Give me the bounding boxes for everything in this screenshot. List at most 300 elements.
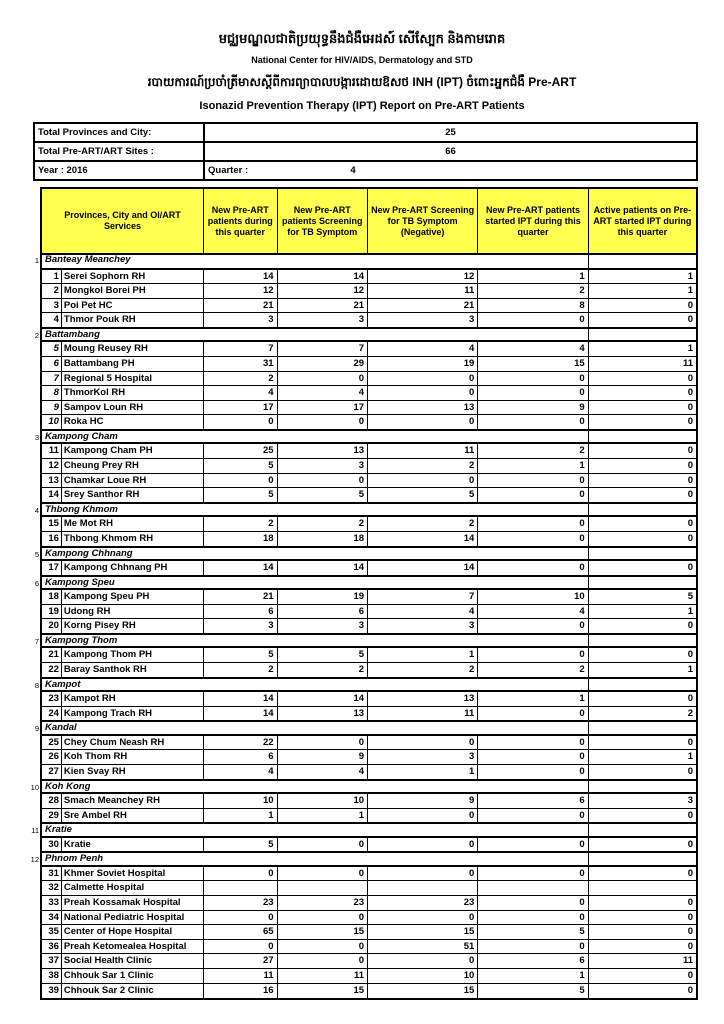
site-name: Kampong Thom PH: [62, 648, 204, 662]
site-row: [42, 313, 696, 328]
province-group-empty-cell: [589, 824, 696, 836]
province-group-empty-cell: [589, 548, 696, 560]
site-row: [42, 809, 696, 824]
site-row: [42, 488, 696, 503]
site-value: 0: [478, 532, 588, 546]
province-group-empty-cell: [589, 679, 696, 691]
col-header-new-patients: New Pre-ART patients during this quarter: [204, 189, 278, 253]
site-value: 0: [687, 372, 694, 384]
site-row: [42, 794, 696, 809]
site-value: 1: [687, 751, 694, 763]
site-name: Thbong Khmom RH: [62, 532, 204, 546]
site-number: 9: [42, 401, 62, 415]
site-value: 0: [278, 867, 368, 881]
site-value: 0: [478, 896, 588, 910]
province-group-row: [34, 720, 696, 736]
site-value: 0: [278, 838, 368, 852]
site-value: 9: [278, 750, 368, 764]
site-row: [42, 401, 696, 416]
site-name: Srey Santhor RH: [62, 488, 204, 502]
site-row: [42, 648, 696, 663]
province-group-name: Kampong Chhnang: [42, 548, 589, 560]
province-group-row: [30, 779, 696, 795]
province-group-row: [34, 502, 696, 518]
site-value: 0: [368, 954, 478, 968]
site-value: 3: [687, 795, 694, 807]
site-value: 7: [278, 342, 368, 356]
site-value: 5: [478, 984, 588, 999]
site-value: 0: [368, 415, 478, 429]
site-value: 0: [478, 415, 588, 429]
site-value: 15: [278, 925, 368, 939]
site-value: 4: [204, 386, 278, 400]
site-value: 29: [278, 357, 368, 371]
report-title-khmer: របាយការណ៍ប្រចាំត្រីមាសស្ដីពីការព្យាបាលបង្ការដោយឱសថ INH (IPT) ចំពោះអ្នកជំងឺ Pre-ART: [147, 75, 577, 89]
site-value: 14: [204, 561, 278, 575]
site-value: 11: [682, 955, 694, 967]
site-value: 21: [278, 299, 368, 313]
site-value: 0: [478, 911, 588, 925]
site-value: 25: [204, 444, 278, 458]
site-value: 27: [204, 954, 278, 968]
site-number: 2: [42, 284, 62, 298]
site-name: Cheung Prey RH: [62, 459, 204, 473]
site-number: 39: [42, 984, 62, 999]
site-value: 2: [478, 284, 588, 298]
site-number: 31: [42, 867, 62, 881]
site-value: 2: [278, 663, 368, 677]
site-value: 15: [478, 357, 588, 371]
site-value: 13: [368, 401, 478, 415]
col-header-tb-negative: New Pre-ART Screening for TB Symptom (Negative): [368, 189, 478, 253]
site-row: [42, 342, 696, 357]
site-row: [42, 270, 696, 285]
site-value: 11: [682, 357, 694, 369]
report-table-body: [30, 254, 696, 998]
site-value: [478, 881, 588, 895]
site-number: 20: [42, 619, 62, 633]
site-value: 6: [204, 750, 278, 764]
province-group-index: 7: [34, 636, 39, 646]
site-value: 1: [478, 692, 588, 706]
site-value: 0: [687, 299, 694, 311]
site-number: 23: [42, 692, 62, 706]
site-row: [42, 444, 696, 459]
site-row: [42, 750, 696, 765]
province-group-index: 8: [34, 680, 39, 690]
col-header-active-ipt: Active patients on Pre-ART started IPT during this quarter: [589, 189, 696, 253]
province-group-name: Kampot: [42, 679, 589, 691]
site-value: 14: [278, 270, 368, 284]
site-value: 2: [204, 663, 278, 677]
site-name: National Pediatric Hospital: [62, 911, 204, 925]
site-value: 0: [278, 474, 368, 488]
province-group-empty-cell: [589, 635, 696, 647]
site-value: 18: [204, 532, 278, 546]
report-table: [30, 187, 698, 1000]
site-value: 0: [368, 838, 478, 852]
site-value: 1: [687, 343, 694, 355]
total-sites-label: Total Pre-ART/ART Sites :: [34, 142, 204, 161]
site-value: 0: [368, 474, 478, 488]
site-value: 14: [278, 692, 368, 706]
year-quarter-row: [34, 161, 697, 180]
site-value: 15: [368, 925, 478, 939]
province-group-empty-cell: [589, 329, 696, 341]
site-name: Social Health Clinic: [62, 954, 204, 968]
site-value: 0: [278, 372, 368, 386]
site-value: [278, 881, 368, 895]
site-number: 34: [42, 911, 62, 925]
site-value: 0: [687, 314, 694, 326]
province-group-row: [34, 633, 696, 649]
site-value: 7: [204, 342, 278, 356]
site-value: 0: [478, 474, 588, 488]
province-group-name: Battambang: [42, 329, 589, 341]
site-name: Smach Meanchey RH: [62, 794, 204, 808]
site-row: [42, 663, 696, 678]
site-number: 13: [42, 474, 62, 488]
site-value: 0: [687, 867, 694, 879]
quarter-value: 4: [350, 165, 356, 176]
site-number: 15: [42, 517, 62, 531]
site-value: 4: [368, 605, 478, 619]
province-group-empty-cell: [589, 722, 696, 734]
site-value: 0: [478, 707, 588, 721]
site-value: 0: [687, 532, 694, 544]
site-value: 0: [687, 518, 694, 530]
site-value: 4: [204, 765, 278, 779]
province-group-name: Koh Kong: [42, 781, 589, 793]
site-number: 33: [42, 896, 62, 910]
site-value: 0: [687, 620, 694, 632]
province-group-name: Thbong Khmom: [42, 504, 589, 516]
site-number: 26: [42, 750, 62, 764]
site-value: 23: [278, 896, 368, 910]
site-value: 12: [368, 270, 478, 284]
site-value: 2: [278, 517, 368, 531]
site-value: 2: [204, 372, 278, 386]
year-label: Year : 2016: [34, 161, 204, 180]
col-header-started-ipt: New Pre-ART patients started IPT during this quarter: [478, 189, 588, 253]
site-value: 4: [478, 342, 588, 356]
site-value: 16: [204, 984, 278, 999]
site-value: 0: [687, 911, 694, 923]
site-row: [42, 357, 696, 372]
site-value: 2: [478, 663, 588, 677]
province-group-row: [31, 822, 696, 838]
site-number: 4: [42, 313, 62, 327]
site-value: 0: [368, 867, 478, 881]
site-value: 0: [687, 693, 694, 705]
report-table-header: [42, 189, 696, 255]
site-number: 19: [42, 605, 62, 619]
site-row: [42, 838, 696, 853]
site-name: Calmette Hospital: [62, 881, 204, 895]
province-group-index: 1: [34, 256, 39, 265]
site-row: [42, 459, 696, 474]
site-value: 3: [368, 313, 478, 327]
site-row: [42, 619, 696, 634]
site-value: 5: [278, 488, 368, 502]
province-group-empty-cell: [589, 781, 696, 793]
site-value: 1: [687, 270, 694, 282]
site-name: Udong RH: [62, 605, 204, 619]
site-value: 31: [204, 357, 278, 371]
site-number: 24: [42, 707, 62, 721]
site-row: [42, 925, 696, 940]
province-group-index: 2: [34, 330, 39, 340]
site-row: [42, 896, 696, 911]
site-value: 2: [204, 517, 278, 531]
site-number: 17: [42, 561, 62, 575]
province-group-name: Kratie: [42, 824, 589, 836]
total-sites-row: [34, 142, 697, 161]
quarter-label: Quarter :: [208, 165, 249, 176]
site-value: 21: [368, 299, 478, 313]
site-number: 10: [42, 415, 62, 429]
site-value: 0: [368, 911, 478, 925]
site-value: 0: [478, 372, 588, 386]
site-row: [42, 605, 696, 620]
site-name: Sre Ambel RH: [62, 809, 204, 823]
province-group-name: Kampong Thom: [42, 635, 589, 647]
site-value: 14: [368, 532, 478, 546]
site-value: 4: [278, 386, 368, 400]
site-value: 21: [204, 299, 278, 313]
site-number: 11: [42, 444, 62, 458]
site-value: 15: [368, 984, 478, 999]
site-value: 0: [204, 867, 278, 881]
site-row: [42, 561, 696, 576]
site-value: 10: [368, 969, 478, 983]
site-number: 21: [42, 648, 62, 662]
site-value: 0: [204, 474, 278, 488]
site-row: [42, 984, 696, 999]
site-value: 22: [204, 736, 278, 750]
site-value: 15: [278, 984, 368, 999]
site-value: 0: [478, 765, 588, 779]
site-number: 6: [42, 357, 62, 371]
site-row: [42, 911, 696, 926]
site-name: Chhouk Sar 2 Clinic: [62, 984, 204, 999]
site-row: [42, 969, 696, 984]
site-value: 0: [368, 386, 478, 400]
site-value: 0: [478, 561, 588, 575]
site-value: 6: [204, 605, 278, 619]
site-value: 3: [204, 619, 278, 633]
site-value: 0: [204, 415, 278, 429]
province-group-row: [34, 546, 696, 562]
site-name: Chhouk Sar 1 Clinic: [62, 969, 204, 983]
site-value: 5: [687, 591, 694, 603]
province-group-row: [34, 575, 696, 591]
site-value: 51: [368, 940, 478, 954]
site-value: 1: [368, 648, 478, 662]
site-value: 65: [204, 925, 278, 939]
total-provinces-value: 25: [204, 123, 697, 142]
site-value: 2: [687, 707, 694, 719]
site-number: 36: [42, 940, 62, 954]
site-value: 0: [687, 736, 694, 748]
province-group-index: 6: [34, 578, 39, 588]
site-value: 14: [278, 561, 368, 575]
report-title-english: Isonazid Prevention Therapy (IPT) Report on Pre-ART Patients: [199, 100, 525, 112]
site-value: 0: [278, 415, 368, 429]
site-value: 12: [278, 284, 368, 298]
site-value: 3: [278, 313, 368, 327]
site-name: Sampov Loun RH: [62, 401, 204, 415]
province-group-index: 3: [34, 432, 39, 442]
site-value: 0: [687, 926, 694, 938]
province-group-row: [30, 851, 696, 867]
site-value: 2: [368, 663, 478, 677]
site-number: 1: [42, 270, 62, 284]
site-value: 3: [278, 459, 368, 473]
site-name: Serei Sophorn RH: [62, 270, 204, 284]
site-row: [42, 940, 696, 955]
site-value: 6: [278, 605, 368, 619]
site-name: Regional 5 Hospital: [62, 372, 204, 386]
site-value: 14: [204, 692, 278, 706]
site-value: 0: [687, 387, 694, 399]
site-name: Kien Svay RH: [62, 765, 204, 779]
site-value: 14: [368, 561, 478, 575]
site-name: Kampong Speu PH: [62, 590, 204, 604]
site-name: Chey Chum Neash RH: [62, 736, 204, 750]
site-value: 17: [278, 401, 368, 415]
province-group-name: Banteay Meanchey: [42, 254, 589, 268]
site-value: 0: [278, 940, 368, 954]
site-number: 3: [42, 299, 62, 313]
site-value: 5: [278, 648, 368, 662]
site-name: Kampong Cham PH: [62, 444, 204, 458]
site-value: 10: [278, 794, 368, 808]
site-value: 17: [204, 401, 278, 415]
site-row: [42, 284, 696, 299]
site-value: 21: [204, 590, 278, 604]
site-value: 0: [478, 867, 588, 881]
site-value: 19: [368, 357, 478, 371]
site-value: 14: [204, 270, 278, 284]
site-number: 7: [42, 372, 62, 386]
site-name: Preah Ketomealea Hospital: [62, 940, 204, 954]
site-value: 5: [368, 488, 478, 502]
site-name: Baray Santhok RH: [62, 663, 204, 677]
site-value: 0: [204, 940, 278, 954]
site-value: 0: [478, 838, 588, 852]
site-value: 0: [478, 648, 588, 662]
site-value: 1: [368, 765, 478, 779]
site-name: Thmor Pouk RH: [62, 313, 204, 327]
site-value: 3: [368, 619, 478, 633]
site-value: 0: [687, 460, 694, 472]
site-value: 1: [687, 663, 694, 675]
site-value: 0: [687, 416, 694, 428]
site-value: 6: [478, 794, 588, 808]
site-number: 25: [42, 736, 62, 750]
site-value: 9: [478, 401, 588, 415]
site-value: 4: [278, 765, 368, 779]
site-number: 38: [42, 969, 62, 983]
site-value: 0: [687, 809, 694, 821]
site-name: ThmorKol RH: [62, 386, 204, 400]
site-value: 10: [204, 794, 278, 808]
site-value: 0: [478, 940, 588, 954]
site-value: 0: [278, 954, 368, 968]
site-name: Chamkar Loue RH: [62, 474, 204, 488]
site-value: 23: [204, 896, 278, 910]
site-value: 0: [687, 474, 694, 486]
site-value: 11: [278, 969, 368, 983]
site-value: 5: [204, 459, 278, 473]
site-value: 0: [278, 911, 368, 925]
site-name: Kampot RH: [62, 692, 204, 706]
site-value: 5: [478, 925, 588, 939]
site-number: 35: [42, 925, 62, 939]
site-number: 18: [42, 590, 62, 604]
total-provinces-row: [34, 123, 697, 142]
site-value: 1: [687, 605, 694, 617]
site-name: Kampong Chhnang PH: [62, 561, 204, 575]
site-value: 1: [478, 969, 588, 983]
site-value: 6: [478, 954, 588, 968]
site-row: [42, 867, 696, 882]
site-row: [42, 590, 696, 605]
province-group-index: 5: [34, 549, 39, 559]
site-value: 2: [368, 517, 478, 531]
site-value: 5: [204, 488, 278, 502]
site-value: 0: [687, 649, 694, 661]
site-value: 5: [204, 648, 278, 662]
province-group-empty-cell: [589, 853, 696, 865]
site-value: 11: [204, 969, 278, 983]
total-sites-value: 66: [204, 142, 697, 161]
province-group-row: [34, 429, 696, 445]
site-row: [42, 415, 696, 430]
site-name: Koh Thom RH: [62, 750, 204, 764]
site-value: 3: [368, 750, 478, 764]
site-value: 0: [368, 736, 478, 750]
site-value: 18: [278, 532, 368, 546]
site-value: 1: [204, 809, 278, 823]
site-value: 4: [368, 342, 478, 356]
site-value: 0: [687, 445, 694, 457]
site-value: 0: [687, 984, 694, 996]
site-value: 11: [368, 444, 478, 458]
site-value: 11: [368, 707, 478, 721]
province-group-index: 4: [34, 505, 39, 515]
site-value: 13: [368, 692, 478, 706]
site-number: 22: [42, 663, 62, 677]
site-value: 0: [687, 401, 694, 413]
col-header-provinces: Provinces, City and OI/ART Services: [42, 189, 204, 253]
province-group-row: [34, 677, 696, 693]
province-group-row: [34, 254, 696, 270]
site-value: 0: [687, 838, 694, 850]
site-value: 10: [478, 590, 588, 604]
site-row: [42, 474, 696, 489]
site-name: Preah Kossamak Hospital: [62, 896, 204, 910]
site-number: 32: [42, 881, 62, 895]
site-row: [42, 881, 696, 896]
site-value: 0: [687, 562, 694, 573]
site-value: 4: [478, 605, 588, 619]
site-row: [42, 299, 696, 314]
province-group-row: [34, 327, 696, 343]
site-value: 0: [687, 765, 694, 777]
site-value: 1: [478, 270, 588, 284]
